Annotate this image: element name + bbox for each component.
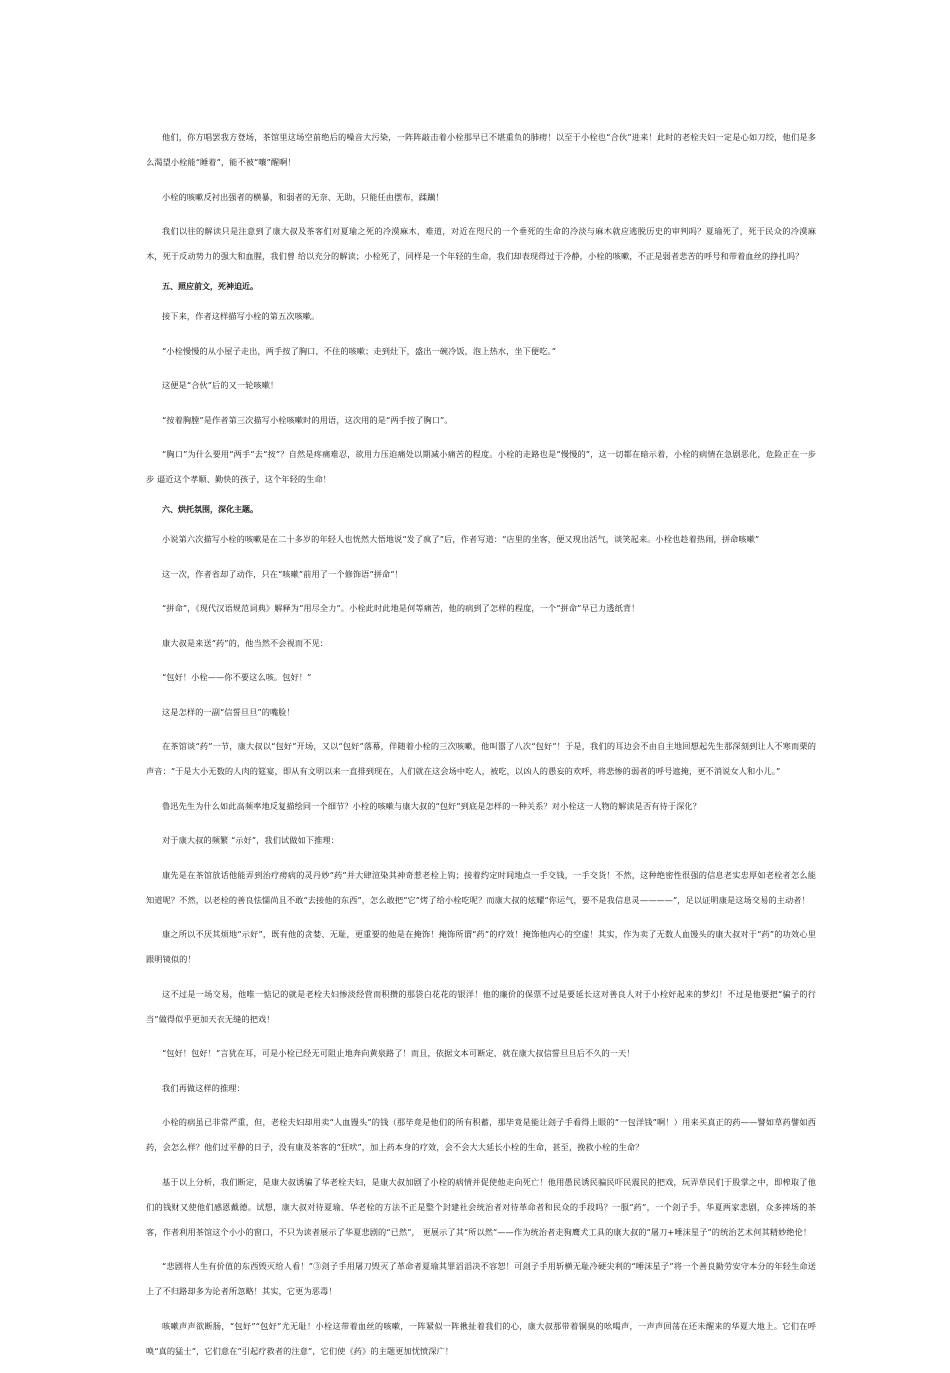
paragraph: 他们，你方唱罢我方登场，茶馆里这场空前绝后的噪音大污染，一阵阵敲击着小栓那早已不堪重负的肺痨！以至于小栓也“合伙”进来！此时的老栓夫妇一定是心如刀绞，他们是多么渴望小栓能“睡着”，能不被“嚷”醒啊！ [146,132,816,167]
paragraph: 鲁迅先生为什么如此高频率地反复描绘同一个细节？小栓的咳嗽与康大叔的“包好”到底是怎样的一种关系？对小栓这一人物的解读是否有待于深化？ [162,800,701,811]
document-body [146,125,816,1373]
paragraph: 康大叔是来送“药”的，他当然不会视而不见： [162,637,329,648]
section-heading: 五、照应前文，死神迫近。 [162,281,258,291]
paragraph: “悲剧将人生有价值的东西毁灭给人看！”③刽子手用屠刀毁灭了革命者夏瑜其罪滔滔决不容恕！可刽子手用斩横无耻冷硬尖利的“唾沫星子”将一个善良勤劳安守本分的年轻生命送上了不归路却多为论者所忽略！其实，它更为恶毒！ [146,1261,816,1296]
paragraph: “包好！小栓——你不要这么咳。包好！” [162,672,312,682]
paragraph: “按着胸膛”是作者第三次描写小栓咳嗽时的用语，这次用的是“两手按了胸口”。 [162,414,453,425]
paragraph: “胸口”为什么要用“两手”去“按”？自然是疼痛难忍，欲用力压迫痛处以期减小痛苦的程度。小栓的走路也是“慢慢的”，这一切都在暗示着，小栓的病情在急剧恶化，危险正在一步步 逼近这个孝顺、勤快的孩子，这个年轻的生命！ [146,449,816,484]
paragraph: 对于康大叔的频繁 “示好”，我们试做如下推理： [162,835,340,845]
paragraph: 这一次，作者省却了动作，只在“咳嗽”前用了一个修饰语“拼命”！ [162,568,403,579]
paragraph: 在茶馆谈“药”一节，康大叔以“包好”开场，又以“包好”落幕，伴随着小栓的三次咳嗽，他叫嚣了八次“包好”！于是，我们的耳边会不由自主地回想起先生那深刻到让人不寒而栗的声音：“于是大小无数的人肉的筵宴，即从有文明以来一直排到现在，人们就在这会场中吃人，被吃，以凶人的愚妄的欢呼，将悲惨的弱者的呼号遮掩，更不消说女人和小儿。” [146,741,816,776]
paragraph: 我们以往的解读只是注意到了康大叔及茶客们对夏瑜之死的冷漠麻木，难道，对近在咫尺的一个垂死的生命的冷淡与麻木就应逃脱历史的审判吗？夏瑜死了，死于民众的冷漠麻木，死于反动势力的强大和血腥，我们曾 给以充分的解读；小栓死了，同样是一个年轻的生命，我们却表现得过于冷静，小栓的咳嗽，不正是弱者悲苦的呼号和带着血丝的挣扎吗？ [146,226,816,261]
paragraph: “小栓慢慢的从小屋子走出，两手按了胸口，不住的咳嗽；走到灶下，盛出一碗冷饭，泡上热水，坐下便吃。” [162,345,556,356]
paragraph: 基于以上分析，我们断定，是康大叔诱骗了华老栓夫妇，是康大叔加剧了小栓的病情并促使他走向死亡！他用愚民诱民骗民吓民震民的把戏，玩弄草民们于股掌之中，即榨取了他们的钱财又使他们感恩戴德。试想，康大叔对待夏瑜、华老栓的方法不正是整个封建社会统治者对待革命者和民众的手段吗？一服“药”，一个刽子手，华夏两家悲剧，众多摔场的茶客，作者利用茶馆这个小小的窗口，不只为读者展示了华夏悲剧的“已然”， 更展示了其“所以然”——作为统治者走狗鹰犬工具的康大叔的“屠刀+唾沫星子”的统治艺术何其精妙绝伦！ [146,1176,816,1237]
paragraph: 康之所以不厌其烦地“示好”，既有他的贪婪、无耻，更重要的他是在掩饰！掩饰所谓“药”的疗效！掩饰他内心的空虚！其实，作为卖了无数人血馒头的康大叔对于“药”的功效心里跟明镜似的！ [146,929,816,964]
paragraph: 这是怎样的一副“信誓旦旦”的嘴脸！ [162,706,295,717]
paragraph: “拼命”，《现代汉语规范词典》解释为“用尽全力”。小栓此时此地是何等痛苦，他的病到了怎样的程度，一个“拼命”早已力透纸背！ [162,603,640,613]
paragraph: 这不过是一场交易，他唯一惦记的就是老栓夫妇惨淡经营而积攒的那袋白花花的银洋！他的廉价的保票不过是要延长这对善良人对于小栓好起来的梦幻！不过是他要把“骗子的行当”做得似乎更加天衣无缝的把戏！ [146,988,816,1024]
paragraph: 接下来，作者这样描写小栓的第五次咳嗽。 [162,311,320,321]
paragraph: 小栓的病虽已非常严重，但，老栓夫妇却用卖“人血馒头”的钱（那毕竟是他们的所有积蓄，那毕竟是能让刽子手看得上眼的“一包洋钱”啊！）用来买真正的药——譬如草药譬如西药，会怎么样？他们过平静的日子，没有康及茶客的“狂吠”，加上药本身的疗效，会不会大大延长小栓的生命，甚至，挽救小栓的生命？ [146,1117,816,1152]
paragraph: “包好！包好！”言犹在耳，可是小栓已经无可阻止地奔向黄泉路了！而且，依据文本可断定，就在康大叔信誓旦旦后不久的一天！ [162,1048,635,1058]
paragraph: 咳嗽声声欲断肠，“包好”“包好”尤无耻！小栓这带着血丝的咳嗽，一阵紧似一阵揪扯着我们的心，康大叔那带着铜臭的吆喝声，一声声回荡在还未醒来的华夏大地上。它们在呼唤“真的猛士”，它们意在“引起疗救者的注意”，它们使《药》的主题更加忧愤深广！ [146,1320,816,1356]
paragraph: 康先是在茶馆放话他能弄到治疗痨病的灵丹妙“药”并大肆渲染其神奇惹老栓上钩；接着约定时间地点一手交钱，一手交货！不然，这种绝密性很强的信息老实忠厚如老栓者怎么能知道呢？不然，以老栓的善良怯懦尚且不敢“去接他的东西”，怎么敢把“它”烤了给小栓吃呢？而康大叔的炫耀“你运气，要不是我信息灵————”，足以证明康是这场交易的主动者！ [146,869,816,905]
paragraph: 小说第六次描写小栓的咳嗽是在二十多岁的年轻人也恍然大悟地说“发了疯了”后，作者写道：“店里的坐客，便又现出活气，谈笑起来。小栓也趁着热闹，拼命咳嗽” [162,534,760,544]
paragraph: 这便是“合伙”后的又一轮咳嗽！ [162,380,279,390]
paragraph: 小栓的咳嗽反衬出强者的横暴，和弱者的无奈、无助，只能任由摆布，蹂躏！ [162,191,444,202]
section-heading: 六、烘托氛围，深化主题。 [162,504,258,514]
paragraph: 我们再做这样的推理： [162,1082,245,1093]
